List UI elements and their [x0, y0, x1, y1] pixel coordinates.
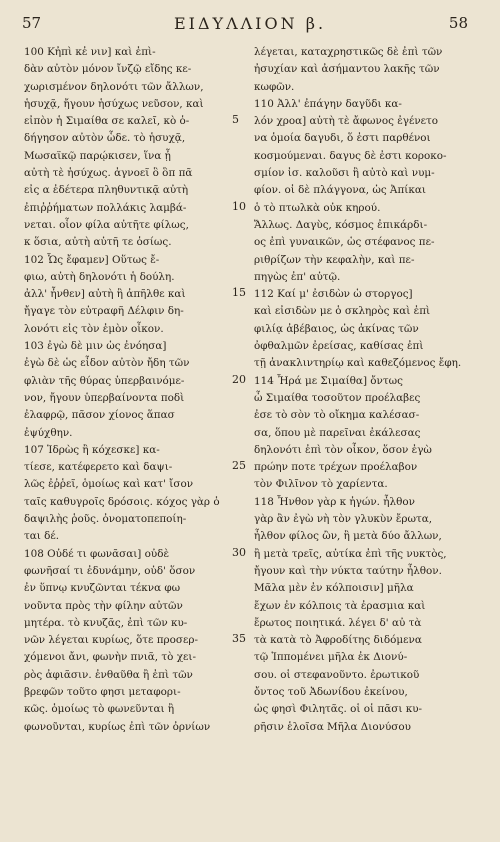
text-line: 103 ἐγὼ δὲ μιν ὡς ἐνόησα]: [24, 340, 167, 353]
text-line: ρὸς ἀφιᾶσιν. ἐνθαῦθα ἢ ἐπὶ τῶν: [24, 668, 193, 681]
text-line: ἔρωτος ποιητικά. λέγει δ' αὐ τὰ: [254, 616, 422, 629]
text-line: ἤγουν καὶ τὴν νύκτα ταύτην ἦλθον.: [254, 564, 442, 577]
running-title: ΕΙΔΥΛΛΙΟΝ β.: [173, 14, 327, 33]
text-line: ἠσυχίαν καὶ ἀσήμαντου λακῆς τῶν: [254, 63, 440, 76]
text-line: να ὁμοία δαγυδι, ὅ ἐστι παρθένοι: [254, 132, 431, 145]
text-line: ἔχων ἐν κόλποις τὰ ἐρασμια καὶ: [254, 599, 426, 612]
line-number: 15: [232, 286, 246, 300]
text-line: 118 Ἦνθον γὰρ κ ἠγών. ἦλθον: [254, 495, 415, 508]
right-column: [254, 44, 474, 736]
text-line: τίεσε, κατέφερετο καὶ δαψι-: [24, 461, 173, 474]
text-line: νῶν λέγεται κυρίως, ὅτε προσερ-: [24, 634, 198, 647]
text-line: τὸν Φιλῖνον τὸ χαρίεντα.: [254, 478, 388, 491]
text-line: λέγεται, καταχρηστικῶς δὲ ἐπὶ τῶν: [254, 46, 443, 58]
text-line: Μᾶλα μὲν ἐν κόλποισιν] μῆλα: [254, 582, 414, 595]
line-number: 5: [232, 113, 239, 127]
text-line: ἐν ὕπνῳ κνυζῶνται τέκνα φω: [24, 582, 181, 595]
page-header: [0, 14, 500, 36]
text-line: ἤγαγε τὸν εὐτραφῆ Δέλφιν δη-: [24, 305, 184, 318]
text-line: πρώην ποτε τρέχων προέλαβον: [254, 461, 418, 474]
text-line: τῇ ἀνακλιντηρίῳ καὶ καθεζόμενος ἔφη.: [254, 357, 462, 370]
text-line: ρῆσιν ἑλοῖσα Μῆλα Διονύσου: [254, 720, 411, 733]
text-line: κῶς. ὁμοίως τὸ φωνεῦνται ἢ: [24, 703, 175, 716]
text-line: δήγησον αὐτὸν ὧδε. τὸ ἡσυχᾷ,: [24, 132, 186, 145]
text-line: ἢ μετὰ τρεῖς, αὐτίκα ἐπὶ τῆς νυκτὸς,: [254, 547, 447, 560]
text-line: ἡσυχᾷ, ἤγουν ἡσύχως νεῦσον, καὶ: [24, 97, 204, 110]
text-line: 108 Οὐδέ τι φωνᾶσαι] οὐδὲ: [24, 547, 170, 560]
text-line: δαψιλὴς ῥοῦς. ὀνοματοπεποίη-: [24, 513, 187, 526]
text-line: Μωσαϊκῷ παρῴκισεν, ἵνα ᾖ: [24, 149, 171, 162]
text-line: δηλονότι ἐπὶ τὸν οἶκον, ὅσον ἐγὼ: [254, 443, 432, 456]
text-line: ὄντος τοῦ Ἀδωνίδου ἐκείνου,: [254, 685, 408, 698]
text-line: εἰς α ἐδέτερα πληθυντικᾷ αὐτὴ: [24, 184, 189, 197]
text-line: φιλίᾳ ἀβέβαιος, ὡς ἀκίνας τῶν: [254, 322, 419, 335]
text-line: ταῖς καθυγροῖς δρόσοις. κόχος γὰρ ὁ: [24, 495, 220, 508]
text-line: ἐγὼ δὲ ὡς εἶδον αὐτὸν ἤδη τῶν: [24, 357, 190, 370]
text-line: φλιὰν τῆς θύρας ὑπερβαινόμε-: [24, 374, 185, 387]
text-line: χόμενοι ἄνι, φωνὴν πνιᾶ, τὸ χει-: [24, 651, 196, 664]
line-number: 35: [232, 632, 246, 646]
line-number: 20: [232, 372, 246, 386]
text-line: 114 Ἦρά με Σιμαίθα] ὄντως: [254, 374, 403, 387]
text-line: ὦ Σιμαίθα τοσοῦτον προέλαβες: [254, 391, 421, 404]
text-line: ἐσε τὸ σὸν τὸ οἴκημα καλέσασ-: [254, 409, 420, 422]
text-line: νον, ἤγουν ὑπερβαίνοντα ποδὶ: [24, 391, 185, 404]
text-line: ἀλλ' ἦνθεν] αὐτὴ ἢ ἀπῆλθε καὶ: [24, 288, 186, 301]
text-line: εἰπὸν ἡ Σιμαίθα σε καλεῖ, κὸ ὁ-: [24, 115, 190, 128]
text-line: λόν χροα] αὐτὴ τὲ ἄφωνος ἐγένετο: [254, 115, 439, 128]
text-line: νοῦντα πρὸς τὴν φίλην αὐτῶν: [24, 599, 183, 612]
text-line: πηγὼς ἐπ' αὐτῷ.: [254, 270, 341, 283]
page-number-right: 58: [448, 14, 468, 32]
text-line: τῷ Ἱππομένει μῆλα ἐκ Διονύ-: [254, 651, 408, 664]
text-line: ἦλθον φίλος ὢν, ἢ μετὰ δύο ἄλλων,: [254, 530, 442, 543]
text-line: τὰ κατὰ τὸ Ἀφροδίτης διδόμενα: [254, 634, 422, 647]
text-line: Ἄλλως. Δαγὺς, κόσμος ἐπικάρδι-: [254, 218, 428, 231]
text-line: ἐψύχθην.: [24, 426, 73, 439]
text-line: φιω, αὐτὴ δηλονότι ἡ δούλη.: [24, 270, 175, 283]
text-line: 102 Ὧς ἔφαμεν] Οὕτως ἔ-: [24, 253, 160, 266]
text-line: κοσμούμεναι. δαγυς δὲ ἐστι κοροκο-: [254, 149, 447, 162]
page-number-left: 57: [22, 14, 42, 32]
text-line: ὁ τὸ πτωλκὰ οὐκ κηρού.: [254, 201, 381, 214]
text-line: φωνῆσαί τι ἐδυνάμην, οὐδ' ὅσον: [24, 564, 196, 577]
text-line: 107 Ἱδρὼς ἢ κόχεσκε] κα-: [24, 443, 160, 456]
text-line: ὡς φησὶ Φιλητᾶς. οἱ οἱ πᾶσι κυ-: [254, 703, 423, 716]
text-line: κωφῶν.: [254, 80, 295, 93]
line-number: 25: [232, 459, 246, 473]
text-line: ἐλαφρῷ, πᾶσον χίονος ἅπασ: [24, 409, 175, 422]
text-line: κ ὅσια, αὐτὴ αὐτῆ τε ὁσίως.: [24, 236, 172, 249]
line-number: 10: [232, 199, 246, 213]
text-line: ἐπιῤῥήματων πολλάκις λαμβά-: [24, 201, 187, 214]
text-line: δὰν αὐτὸν μόνον ἴνζῷ εἴδης κε-: [24, 63, 192, 76]
text-line: βρεφῶν τοῦτο φησι μεταφορι-: [24, 685, 181, 698]
text-line: λῶς ἐῤῥεῖ, ὁμοίως καὶ κατ' ἴσον: [24, 478, 194, 491]
text-line: αὐτὴ τὲ ἡσύχως. ἀγνοεῖ ὃ ὃπ πᾶ: [24, 167, 193, 180]
text-line: λονότι εἰς τὸν ἐμὸν οἶκον.: [24, 322, 164, 335]
text-line: σμίον ἰσ. καλοῦσι ἢ αὐτὸ καὶ νυμ-: [254, 167, 435, 180]
text-line: 100 Κἠπὶ κἐ νιν] καὶ ἐπὶ-: [24, 46, 156, 58]
text-line: σου. οἱ στεφανοῦντο. ἐρωτικοῦ: [254, 668, 420, 681]
text-line: μητέρα. τὸ κνυζᾶς, ἐπὶ τῶν κυ-: [24, 616, 188, 629]
text-line: ος ἐπὶ γυναικῶν, ὡς στέφανος πε-: [254, 236, 435, 249]
text-line: χωρισμένον δηλονότι τῶν ἄλλων,: [24, 80, 204, 93]
text-line: καὶ εἰσιδὼν με ὁ σκληρὸς καὶ ἐπὶ: [254, 305, 431, 318]
text-line: 112 Καί μ' ἐσιδὼν ὡ στοργος]: [254, 288, 413, 301]
text-line: ριθρίζων τὴν κεφαλὴν, καὶ πε-: [254, 253, 415, 266]
text-line: 110 Ἀλλ' ἐπάγην δαγῦδι κα-: [254, 97, 402, 110]
text-line: γὰρ ἂν ἐγὼ νὴ τὸν γλυκὺν ἔρωτα,: [254, 513, 433, 526]
text-line: φίον. οἱ δὲ πλάγγονα, ὡς Ἀπίκαι: [254, 184, 426, 197]
left-column: [24, 44, 224, 736]
text-line: ὀφθαλμῶν ἐρείσας, καθίσας ἐπὶ: [254, 340, 424, 353]
text-line: φωνοῦνται, κυρίως ἐπὶ τῶν ὀρνίων: [24, 720, 211, 733]
line-number: 30: [232, 545, 246, 559]
text-line: νεται. οἷον φίλα αὐτῆτε φίλως,: [24, 218, 189, 231]
text-line: ται δέ.: [24, 530, 60, 543]
text-line: σα, ὅπου μὲ παρεῖναι ἐκάλεσας: [254, 426, 421, 439]
